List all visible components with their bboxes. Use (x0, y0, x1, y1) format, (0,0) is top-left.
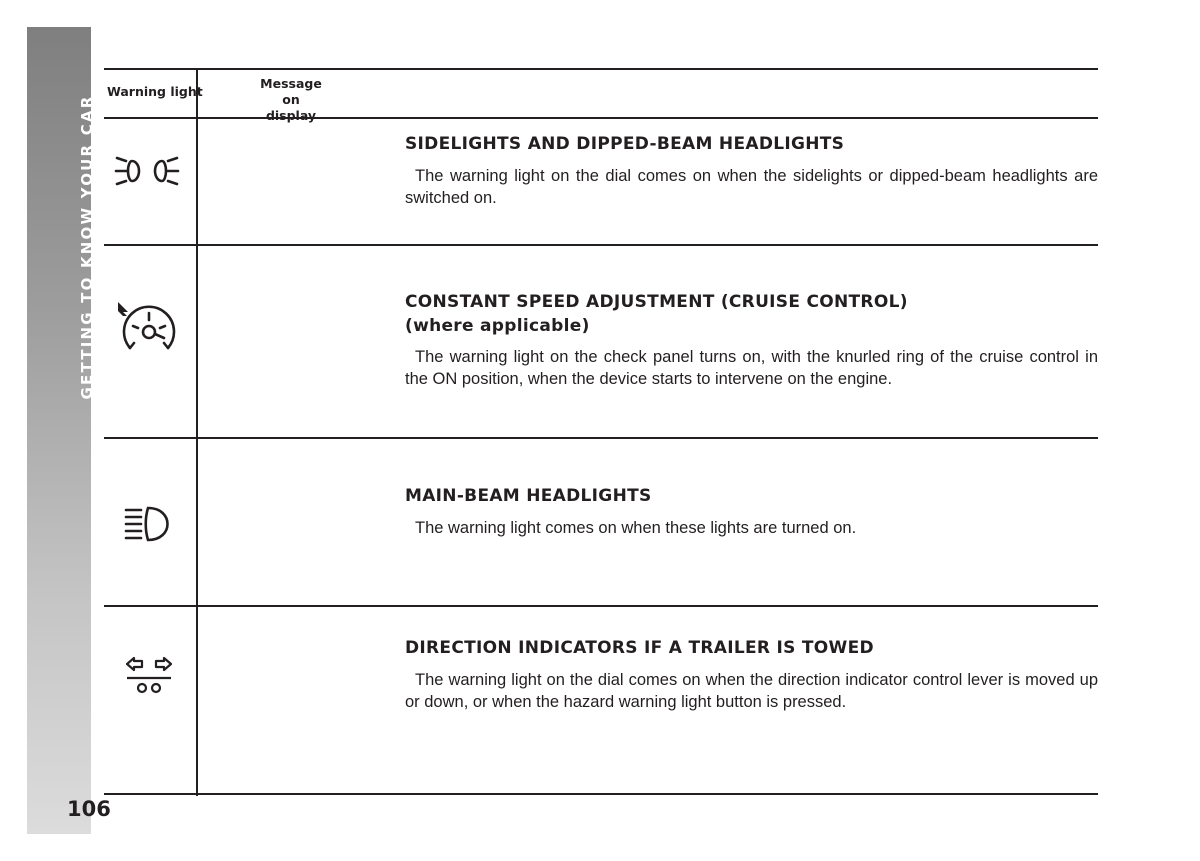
row-title (405, 636, 1105, 660)
header-rule (104, 117, 1098, 119)
row-divider (104, 244, 1098, 246)
message-column-header (256, 76, 326, 124)
chapter-sidebar (27, 27, 111, 834)
row-title-line1: CONSTANT SPEED ADJUSTMENT (CRUISE CONTROL) (405, 292, 908, 312)
row-title-line2: (where applicable) (405, 316, 590, 336)
warning-light-column-header: Warning light (107, 84, 203, 99)
row-title-line1: MAIN-BEAM HEADLIGHTS (405, 486, 652, 506)
sidelights-icon (104, 150, 194, 192)
trailer-indicators-icon (104, 652, 194, 696)
row-description: The warning light on the dial comes on when the sidelights or dipped-beam headlights are switched on. (405, 167, 1098, 207)
page-number: 106 (67, 797, 111, 821)
main-beam-icon (104, 504, 194, 544)
row-title (405, 290, 1105, 338)
row-divider (104, 605, 1098, 607)
row-title (405, 484, 1105, 508)
cruise-control-icon (104, 298, 194, 358)
row-title-line1: DIRECTION INDICATORS IF A TRAILER IS TOWED (405, 638, 874, 658)
table-bottom-rule (104, 793, 1098, 795)
row-divider (104, 437, 1098, 439)
message-header-line2: on display (265, 92, 317, 123)
row-description: The warning light on the dial comes on when the direction indicator control lever is moved up or down, or when the hazard warning light button is pressed. (405, 671, 1098, 711)
row-title (405, 132, 1105, 156)
row-description: The warning light on the check panel turns on, with the knurled ring of the cruise control in the ON position, when the device starts to intervene on the engine. (405, 348, 1098, 388)
message-header-line1: Message (260, 76, 322, 91)
row-title-line1: SIDELIGHTS AND DIPPED-BEAM HEADLIGHTS (405, 134, 845, 154)
row-description: The warning light comes on when these lights are turned on. (415, 519, 857, 537)
column-divider (196, 69, 198, 796)
table-top-rule (104, 68, 1098, 70)
chapter-title: GETTING TO KNOW YOUR CAR (78, 94, 96, 400)
